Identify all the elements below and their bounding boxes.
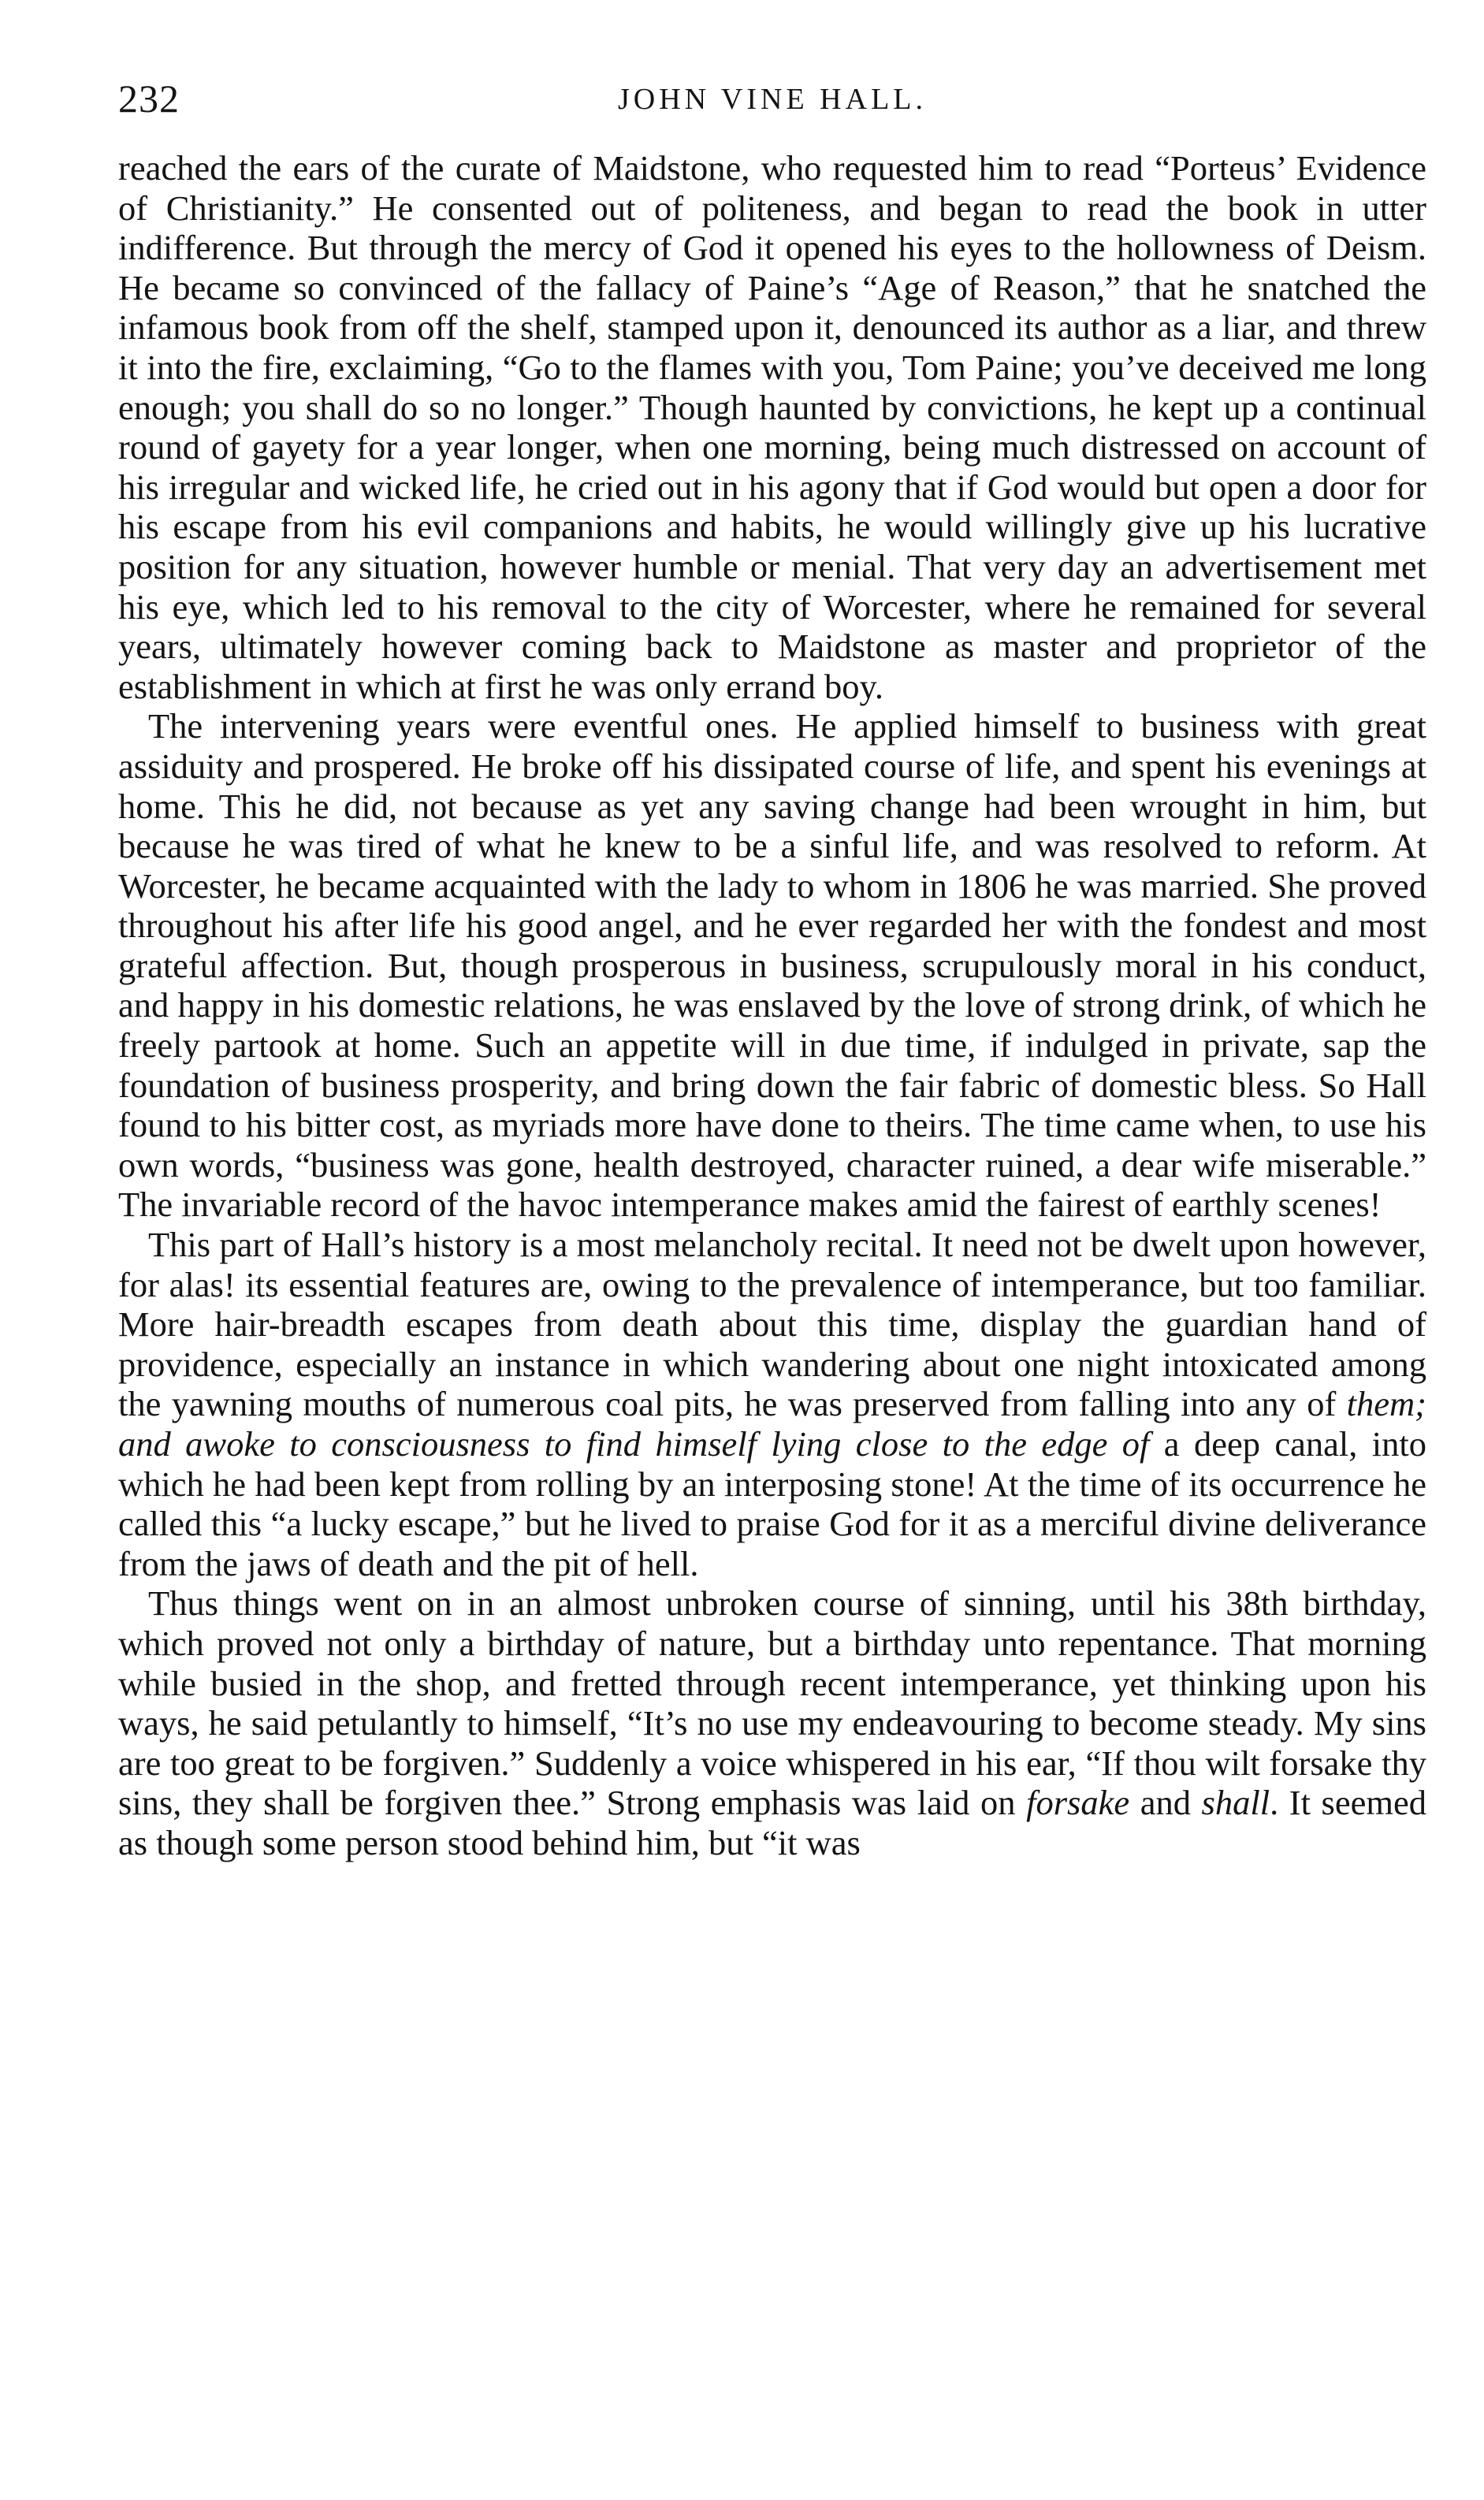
page-number: 232 [118,76,180,121]
paragraph-4-italic-shall: shall [1201,1783,1270,1823]
paragraph-4 [118,1583,1426,1862]
paragraph-3-text: This part of Hall’s history is a most melancholy recital. It need not be dwelt upon however, for alas! its essential features are, owing to the prevalence of intemperance, but too familiar. More hair-breadth escapes from death about this time, display the guardian hand of providence, especially an instance in which wandering about one night intoxicated among the yawning mouths of numerous coal pits, he was preserved from falling into any of [118,1225,1426,1424]
paragraph-4-text: Thus things went on in an almost unbroken course of sinning, until his 38th birthday, which proved not only a birthday of nature, but a birthday unto repentance. That morning while busied in the shop, and fretted through recent intemperance, yet thinking upon his ways, he said petulantly to himself, “It’s no use my endeavouring to become steady. My sins are too great to be forgiven.” Suddenly a voice whispered in his ear, “If thou wilt forsake thy sins, they shall be forgiven thee.” Strong emphasis was laid on [118,1583,1426,1823]
running-head [118,76,1426,131]
paragraph-1-text: reached the ears of the curate of Maidstone, who requested him to read “Porteus’ Evidence of Christianity.” He consented out of politeness, and began to read the book in utter indifference. But through the mercy of God it opened his eyes to the hollowness of Deism. He became so convinced of the fallacy of Paine’s “Age of Reason,” that he snatched the infamous book from off the shelf, stamped upon it, denounced its author as a liar, and threw it into the fire, exclaiming, “Go to the flames with you, Tom Paine; you’ve deceived me long enough; you shall do so no longer.” Though haunted by convictions, he kept up a continual round of gayety for a year longer, when one morning, being much distressed on account of his irregular and wicked life, he cried out in his agony that if God would but open a door for his escape from his evil companions and habits, he would willingly give up his lucrative position for any situation, however humble or menial. That very day an advertisement met his eye, which led to his removal to the city of Worcester, where he remained for several years, ultimately however coming back to Maidstone as master and proprietor of the establishment in which at first he was only errand boy. [118,148,1426,706]
paragraph-3 [118,1225,1426,1583]
paragraph-1 [118,148,1426,706]
body-text [118,148,1426,1863]
paragraph-3-italic-text: them; and awoke to consciousness to find himself lying close to the edge of [118,1384,1426,1464]
paragraph-2 [118,706,1426,1225]
paragraph-3-text-end: a deep canal, into which he had been kept from rolling by an interposing stone! At the time of its occurrence he called this “a lucky escape,” but he lived to praise God for it as a merciful divine deliverance from the jaws of death and the pit of hell. [118,1424,1426,1583]
paragraph-4-text-and: and [1129,1783,1202,1823]
paragraph-2-text: The intervening years were eventful ones. He applied himself to business with great assiduity and prospered. He broke off his dissipated course of life, and spent his evenings at home. This he did, not because as yet any saving change had been wrought in him, but because he was tired of what he knew to be a sinful life, and was resolved to reform. At Worcester, he became acquainted with the lady to whom in 1806 he was married. She proved throughout his after life his good angel, and he ever regarded her with the fondest and most grateful affection. But, though prosperous in business, scrupulously moral in his conduct, and happy in his domestic relations, he was enslaved by the love of strong drink, of which he freely partook at home. Such an appetite will in due time, if indulged in private, sap the foundation of business prosperity, and bring down the fair fabric of domestic bless. So Hall found to his bitter cost, as myriads more have done to theirs. The time came when, to use his own words, “business was gone, health destroyed, character ruined, a dear wife miserable.” The invariable record of the havoc intemperance makes amid the fairest of earthly scenes! [118,706,1426,1225]
paragraph-4-italic-forsake: forsake [1026,1783,1130,1823]
book-page [118,76,1426,1863]
running-title: JOHN VINE HALL. [618,83,927,116]
paragraph-4-text-end: . It seemed as though some person stood behind him, but “it was [118,1783,1426,1862]
